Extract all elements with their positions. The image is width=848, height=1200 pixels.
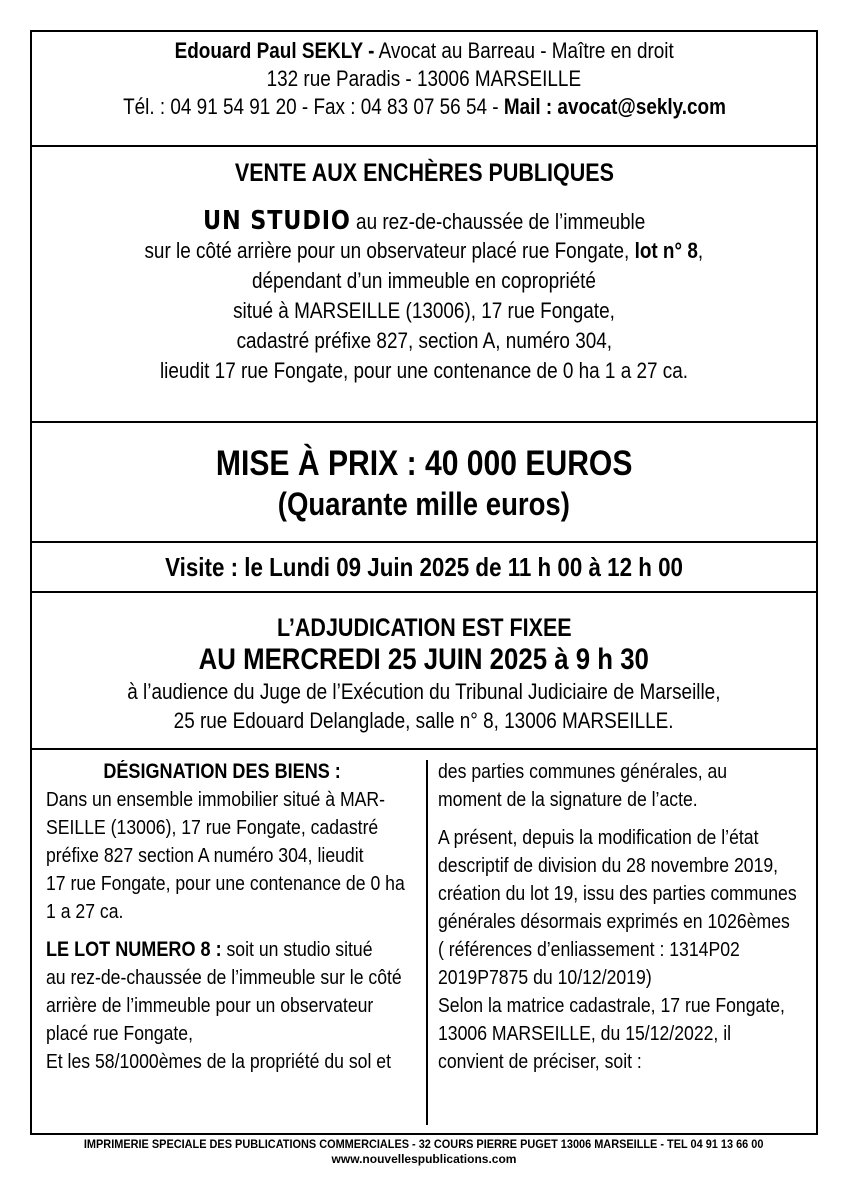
text-line: au rez-de-chaussée de l’immeuble sur le côté (46, 966, 402, 989)
sale-line-6: lieudit 17 rue Fongate, pour une contenance de 0 ha 1 a 27 ca. (159, 358, 689, 383)
visit-text: Visite : le Lundi 09 Juin 2025 de 11 h 00 à 12 h 00 (165, 552, 683, 582)
text-line: arrière de l’immeuble pour un observateur (46, 994, 374, 1017)
left-column (46, 758, 405, 1076)
text-line: création du lot 19, issu des parties communes (438, 882, 797, 905)
text-line: 13006 MARSEILLE, du 15/12/2022, il (438, 1022, 732, 1045)
modification-paragraph (438, 824, 806, 1076)
price-words: (Quarante mille euros) (277, 486, 571, 522)
text-line: 2019P7875 du 10/12/2019) (438, 966, 652, 989)
column-divider (426, 760, 428, 1125)
adjudication-address: 25 rue Edouard Delanglade, salle n° 8, 13006 MARSEILLE. (174, 708, 674, 733)
lawyer-header (32, 32, 816, 147)
sale-section (32, 147, 816, 423)
text-line: 17 rue Fongate, pour une contenance de 0 ha (46, 872, 405, 895)
printer-website[interactable]: www.nouvellespublications.com (331, 1152, 517, 1166)
text-line: ( références d’enliassement : 1314P02 (438, 938, 740, 961)
common-parts-paragraph (438, 758, 806, 814)
adjudication-court: à l’audience du Juge de l’Exécution du Tribunal Judiciaire de Marseille, (127, 679, 721, 704)
lot-paragraph (46, 936, 402, 1076)
visit-section (32, 543, 816, 593)
text-line: moment de la signature de l’acte. (438, 788, 698, 811)
text-line: placé rue Fongate, (46, 1022, 194, 1045)
sale-line-3: dépendant d’un immeuble en copropriété (252, 268, 596, 293)
sale-line-2-end: , (698, 238, 704, 263)
lawyer-name: Edouard Paul SEKLY - (174, 38, 375, 63)
lawyer-address: 132 rue Paradis - 13006 MARSEILLE (266, 66, 582, 91)
notice-frame (30, 30, 818, 1135)
printer-address: IMPRIMERIE SPECIALE DES PUBLICATIONS COMMERCIALES - 32 COURS PIERRE PUGET 13006 MARSEILLE - TEL 04 91 13 66 00 (84, 1139, 764, 1151)
sale-title: VENTE AUX ENCHÈRES PUBLIQUES (234, 159, 614, 187)
lawyer-phone-fax: Tél. : 04 91 54 91 20 - Fax : 04 83 07 56 54 - (122, 94, 504, 119)
designation-title: DÉSIGNATION DES BIENS : (103, 760, 341, 783)
price-amount: MISE À PRIX : 40 000 EUROS (215, 444, 633, 483)
text-line: 1 a 27 ca. (46, 900, 124, 923)
price-section (32, 423, 816, 543)
text-line: Selon la matrice cadastrale, 17 rue Fongate, (438, 994, 785, 1017)
text-line: préfixe 827 section A numéro 304, lieudit (46, 844, 364, 867)
adjudication-title: L’ADJUDICATION EST FIXEE (276, 614, 572, 642)
text-line: Et les 58/1000èmes de la propriété du sol et (46, 1050, 391, 1073)
studio-heading: UN STUDIO (202, 206, 351, 236)
designation-section (32, 750, 816, 1135)
lot-number: lot n° 8 (634, 238, 699, 263)
sale-line-2: sur le côté arrière pour un observateur placé rue Fongate, (144, 238, 635, 263)
lawyer-mail: Mail : avocat@sekly.com (503, 94, 726, 119)
designation-paragraph-1 (46, 786, 405, 926)
studio-rest: au rez-de-chaussée de l’immeuble (350, 209, 646, 234)
text-line: descriptif de division du 28 novembre 2019, (438, 854, 779, 877)
sale-line-4: situé à MARSEILLE (13006), 17 rue Fongate, (233, 298, 615, 323)
text-line: convient de préciser, soit : (438, 1050, 642, 1073)
text-line: générales désormais exprimés en 1026èmes (438, 910, 790, 933)
printer-footer (30, 1139, 818, 1166)
adjudication-date: AU MERCREDI 25 JUIN 2025 à 9 h 30 (198, 643, 650, 676)
lawyer-title: Avocat au Barreau - Maître en droit (374, 38, 674, 63)
adjudication-section (32, 593, 816, 750)
text-line: Dans un ensemble immobilier situé à MAR- (46, 788, 386, 811)
sale-line-5: cadastré préfixe 827, section A, numéro 304, (236, 328, 612, 353)
text-line: A présent, depuis la modification de l’état (438, 826, 759, 849)
lot-title: LE LOT NUMERO 8 : (46, 938, 222, 961)
text-line: soit un studio situé (221, 938, 373, 961)
right-column (438, 758, 806, 1076)
text-line: des parties communes générales, au (438, 760, 728, 783)
text-line: SEILLE (13006), 17 rue Fongate, cadastré (46, 816, 379, 839)
